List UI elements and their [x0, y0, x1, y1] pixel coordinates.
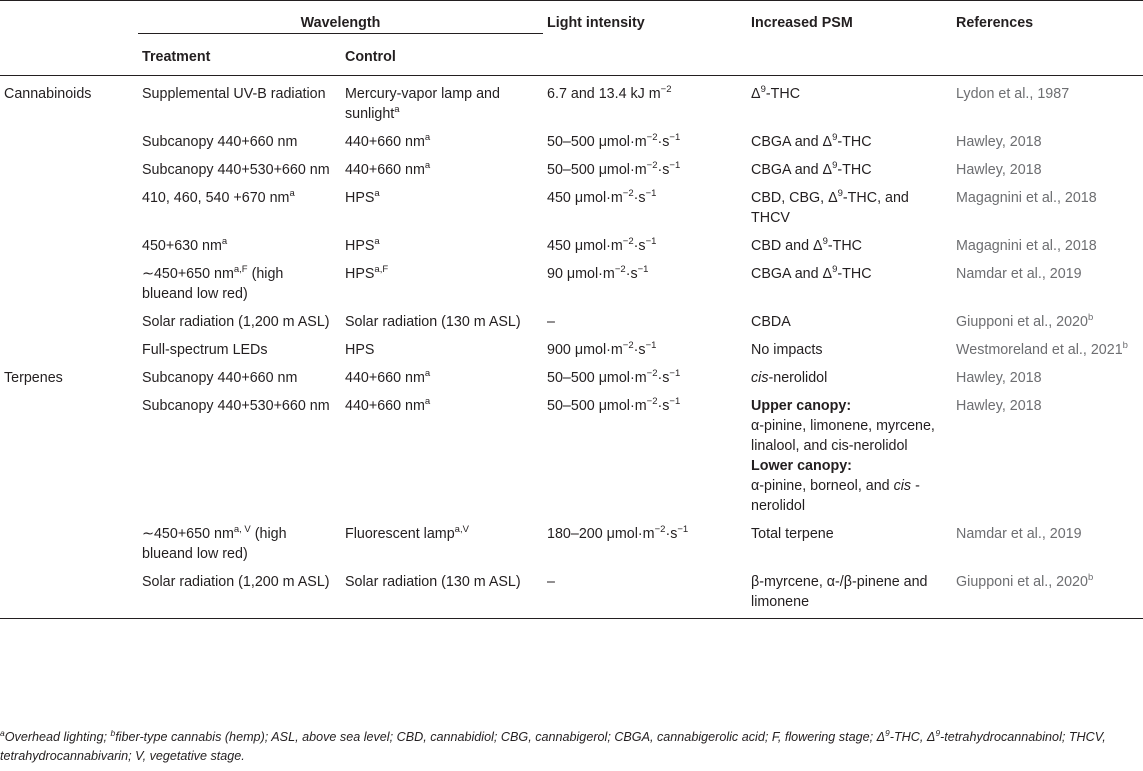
table-row — [0, 256, 1143, 304]
table-row — [0, 332, 1143, 360]
reference-cell — [952, 388, 1143, 516]
treatment-cell — [138, 152, 341, 180]
text-fragment: b — [110, 727, 116, 738]
text-fragment: −2 — [646, 396, 658, 408]
text-fragment: −2 — [622, 188, 634, 200]
light-intensity-cell — [543, 332, 747, 360]
text-fragment: 6.7 and 13.4 kJ m — [547, 86, 661, 102]
increased-psm-cell — [747, 516, 952, 564]
increased-psm-cell — [747, 332, 952, 360]
text-fragment: 9 — [837, 188, 843, 200]
table-row — [0, 76, 1143, 125]
control-cell — [341, 76, 543, 125]
text-fragment: 50–500 μmol·m — [547, 398, 647, 414]
text-fragment: β-myrcene, α-/β-pinene and limonene — [751, 574, 928, 610]
text-fragment: −1 — [645, 188, 657, 200]
text-fragment: cis — [751, 370, 769, 386]
text-fragment: −2 — [654, 524, 666, 536]
text-fragment: Solar radiation (1,200 m ASL) — [142, 314, 330, 330]
text-fragment: Subcanopy 440+530+660 nm — [142, 398, 330, 414]
text-fragment: ·s — [665, 526, 678, 542]
references-header: References — [952, 1, 1143, 76]
text-fragment: 50–500 μmol·m — [547, 162, 647, 178]
text-fragment: Hawley, 2018 — [956, 398, 1042, 414]
text-fragment: HPS — [345, 342, 375, 358]
text-fragment: a — [289, 188, 295, 200]
table-row — [0, 180, 1143, 228]
category-cell — [0, 228, 138, 256]
text-fragment: Hawley, 2018 — [956, 134, 1042, 150]
category-cell — [0, 388, 138, 516]
text-fragment: 50–500 μmol·m — [547, 370, 647, 386]
text-fragment: ·s — [633, 190, 646, 206]
text-fragment: 900 μmol·m — [547, 342, 623, 358]
table-row — [0, 124, 1143, 152]
text-fragment: -nerolidol — [751, 478, 920, 514]
text-fragment: CBD and Δ — [751, 238, 823, 254]
text-fragment: Giupponi et al., 2020 — [956, 574, 1088, 590]
increased-psm-cell — [747, 304, 952, 332]
control-cell — [341, 564, 543, 619]
reference-cell — [952, 360, 1143, 388]
text-fragment: -THC — [837, 266, 872, 282]
text-fragment: -tetrahydrocannabinol; THCV, tetrahydrocannabivarin; V, vegetative stage. — [0, 730, 1106, 763]
text-fragment: 450 μmol·m — [547, 238, 623, 254]
increased-psm-cell — [747, 388, 952, 516]
reference-cell — [952, 228, 1143, 256]
text-fragment: Mercury-vapor lamp and sunlight — [345, 86, 500, 122]
text-fragment: Full-spectrum LEDs — [142, 342, 268, 358]
text-fragment: −1 — [669, 132, 681, 144]
text-fragment: HPS — [345, 266, 375, 282]
text-fragment: 180–200 μmol·m — [547, 526, 655, 542]
text-fragment: a — [424, 396, 431, 408]
text-fragment: (high blueand low red) — [142, 526, 287, 562]
wavelength-header: Wavelength — [138, 1, 543, 34]
text-fragment: CBGA and Δ — [751, 266, 833, 282]
reference-cell — [952, 124, 1143, 152]
text-fragment: ·s — [657, 398, 670, 414]
text-fragment: α-pinine, limonene, myrcene, linalool, and cis-nerolidol — [751, 418, 935, 454]
text-fragment: Lower canopy: — [751, 458, 852, 474]
text-fragment: 9 — [885, 727, 890, 738]
control-cell — [341, 152, 543, 180]
text-fragment: CBD, CBG, Δ — [751, 190, 838, 206]
text-fragment: Hawley, 2018 — [956, 162, 1042, 178]
control-cell — [341, 228, 543, 256]
corner-header — [0, 1, 138, 76]
table-header — [0, 1, 1143, 76]
table-row — [0, 516, 1143, 564]
text-fragment: Lydon et al., 1987 — [956, 86, 1070, 102]
text-fragment: Solar radiation (1,200 m ASL) — [142, 574, 330, 590]
text-fragment: −1 — [669, 160, 681, 172]
reference-cell — [952, 516, 1143, 564]
reference-cell — [952, 564, 1143, 619]
reference-cell — [952, 76, 1143, 125]
text-fragment: Total terpene — [751, 526, 834, 542]
text-fragment: 9 — [832, 132, 838, 144]
treatment-header: Treatment — [138, 34, 341, 76]
text-fragment: 9 — [935, 727, 941, 738]
text-fragment: -nerolidol — [768, 370, 828, 386]
light-intensity-header: Light intensity — [543, 1, 747, 76]
text-fragment: CBDA — [751, 314, 791, 330]
light-intensity-cell — [543, 228, 747, 256]
light-intensity-cell — [543, 124, 747, 152]
text-fragment: -THC — [837, 162, 872, 178]
table-row — [0, 388, 1143, 516]
text-fragment: −2 — [646, 132, 658, 144]
control-cell — [341, 388, 543, 516]
text-fragment: Overhead lighting; — [4, 730, 111, 744]
text-fragment: Namdar et al., 2019 — [956, 526, 1082, 542]
text-fragment: 440+660 nm — [345, 134, 425, 150]
text-fragment: a — [374, 236, 380, 248]
light-intensity-cell — [543, 76, 747, 125]
reference-cell — [952, 332, 1143, 360]
control-cell — [341, 332, 543, 360]
text-fragment: cis — [893, 478, 912, 494]
text-fragment: -THC — [765, 86, 801, 102]
category-cell: Terpenes — [4, 370, 63, 386]
treatment-cell — [138, 228, 341, 256]
text-fragment: −2 — [614, 264, 626, 276]
text-fragment: ·s — [657, 162, 670, 178]
text-fragment: Solar radiation (130 m ASL) — [345, 314, 521, 330]
text-fragment: Namdar et al., 2019 — [956, 266, 1082, 282]
text-fragment: −2 — [646, 368, 658, 380]
reference-cell — [952, 152, 1143, 180]
text-fragment: ·s — [657, 134, 670, 150]
text-fragment: Subcanopy 440+660 nm — [142, 134, 298, 150]
treatment-cell — [138, 180, 341, 228]
light-intensity-cell — [543, 180, 747, 228]
control-cell — [341, 304, 543, 332]
control-cell — [341, 516, 543, 564]
text-fragment: Magagnini et al., 2018 — [956, 238, 1097, 254]
text-fragment: ∼450+650 nm — [142, 526, 234, 542]
treatment-cell — [138, 76, 341, 125]
category-cell — [0, 152, 138, 180]
text-fragment: −2 — [660, 84, 672, 96]
control-cell — [341, 180, 543, 228]
reference-cell — [952, 256, 1143, 304]
category-cell — [0, 180, 138, 228]
text-fragment: 450+630 nm — [142, 238, 222, 254]
text-fragment: ·s — [633, 238, 646, 254]
text-fragment: HPS — [345, 238, 375, 254]
increased-psm-cell — [747, 76, 952, 125]
text-fragment: −2 — [646, 160, 658, 172]
table-row — [0, 152, 1143, 180]
text-fragment: −1 — [669, 368, 681, 380]
treatment-cell — [138, 304, 341, 332]
text-fragment: −1 — [645, 236, 657, 248]
text-fragment: 50–500 μmol·m — [547, 134, 647, 150]
text-fragment: a — [424, 160, 431, 172]
category-cell — [0, 564, 138, 619]
text-fragment: a — [374, 188, 380, 200]
table-row — [0, 304, 1143, 332]
treatment-cell — [138, 516, 341, 564]
text-fragment: ·s — [625, 266, 638, 282]
text-fragment: fiber-type cannabis (hemp); ASL, above sea level; CBD, cannabidiol; CBG, cannabigerol; CBGA, cannabigerolic acid; F, flowering stage; Δ — [115, 730, 886, 744]
text-fragment: – — [547, 574, 555, 590]
text-fragment: −1 — [677, 524, 689, 536]
text-fragment: – — [547, 314, 555, 330]
text-fragment: 450 μmol·m — [547, 190, 623, 206]
text-fragment: a, V — [233, 524, 251, 536]
treatment-cell — [138, 564, 341, 619]
text-fragment: ∼450+650 nm — [142, 266, 234, 282]
text-fragment: HPS — [345, 190, 375, 206]
increased-psm-cell — [747, 124, 952, 152]
text-fragment: b — [1122, 340, 1128, 352]
control-cell — [341, 360, 543, 388]
light-intensity-cell — [543, 152, 747, 180]
text-fragment: a — [394, 104, 400, 116]
text-fragment: CBGA and Δ — [751, 134, 833, 150]
text-fragment: -THC, Δ — [889, 730, 936, 744]
control-header: Control — [341, 34, 543, 76]
category-cell — [0, 256, 138, 304]
treatment-cell — [138, 388, 341, 516]
text-fragment: Upper canopy: — [751, 398, 852, 414]
control-cell — [341, 256, 543, 304]
text-fragment: 410, 460, 540 +670 nm — [142, 190, 290, 206]
category-cell: Cannabinoids — [4, 86, 92, 102]
increased-psm-header: Increased PSM — [747, 1, 952, 76]
text-fragment: a — [424, 368, 431, 380]
text-fragment: −2 — [622, 236, 634, 248]
text-fragment: -THC, and THCV — [751, 190, 909, 226]
text-fragment: -THC — [827, 238, 863, 254]
text-fragment: −1 — [645, 340, 657, 352]
treatment-cell — [138, 360, 341, 388]
increased-psm-cell — [747, 152, 952, 180]
text-fragment: -THC — [837, 134, 872, 150]
text-fragment: Subcanopy 440+660 nm — [142, 370, 298, 386]
text-fragment: 9 — [832, 264, 838, 276]
text-fragment: a — [424, 132, 431, 144]
category-cell — [0, 304, 138, 332]
text-fragment: 90 μmol·m — [547, 266, 615, 282]
text-fragment: Westmoreland et al., 2021 — [956, 342, 1123, 358]
text-fragment: No impacts — [751, 342, 823, 358]
text-fragment: −1 — [637, 264, 649, 276]
light-intensity-cell — [543, 388, 747, 516]
text-fragment: 440+660 nm — [345, 370, 425, 386]
control-cell — [341, 124, 543, 152]
text-fragment: ·s — [657, 370, 670, 386]
text-fragment: −2 — [622, 340, 634, 352]
light-intensity-cell — [543, 564, 747, 619]
treatment-cell — [138, 124, 341, 152]
text-fragment: a — [221, 236, 228, 248]
increased-psm-cell — [747, 360, 952, 388]
text-fragment: 440+660 nm — [345, 162, 425, 178]
treatment-cell — [138, 256, 341, 304]
light-intensity-cell — [543, 256, 747, 304]
text-fragment: a,V — [454, 524, 469, 536]
text-fragment: Fluorescent lamp — [345, 526, 455, 542]
reference-cell — [952, 304, 1143, 332]
light-intensity-cell — [543, 304, 747, 332]
text-fragment: 9 — [760, 84, 766, 96]
increased-psm-cell — [747, 228, 952, 256]
light-intensity-cell — [543, 360, 747, 388]
text-fragment: Δ — [751, 86, 761, 102]
category-cell — [0, 124, 138, 152]
increased-psm-cell — [747, 180, 952, 228]
light-intensity-cell — [543, 516, 747, 564]
text-fragment: Hawley, 2018 — [956, 370, 1042, 386]
text-fragment: 9 — [822, 236, 828, 248]
increased-psm-cell — [747, 256, 952, 304]
text-fragment: Solar radiation (130 m ASL) — [345, 574, 521, 590]
table-body — [0, 76, 1143, 619]
text-fragment: 440+660 nm — [345, 398, 425, 414]
text-fragment: ·s — [633, 342, 646, 358]
text-fragment: Magagnini et al., 2018 — [956, 190, 1097, 206]
text-fragment: (high blueand low red) — [142, 266, 284, 302]
reference-cell — [952, 180, 1143, 228]
text-fragment: α-pinine, borneol, and — [751, 478, 894, 494]
text-fragment: b — [1087, 572, 1094, 584]
text-fragment: a,F — [374, 264, 389, 276]
text-fragment: CBGA and Δ — [751, 162, 833, 178]
text-fragment: Supplemental UV-B radiation — [142, 86, 326, 102]
table-row — [0, 360, 1143, 388]
text-fragment: Subcanopy 440+530+660 nm — [142, 162, 330, 178]
treatment-cell — [138, 332, 341, 360]
table-footnote — [0, 728, 1140, 766]
table-row — [0, 228, 1143, 256]
category-cell — [0, 332, 138, 360]
text-fragment: a,F — [233, 264, 248, 276]
table-row — [0, 564, 1143, 619]
text-fragment: Giupponi et al., 2020 — [956, 314, 1088, 330]
text-fragment: b — [1087, 312, 1094, 324]
text-fragment: 9 — [832, 160, 838, 172]
text-fragment: a — [0, 727, 5, 738]
increased-psm-cell — [747, 564, 952, 619]
category-cell — [0, 516, 138, 564]
text-fragment: −1 — [669, 396, 681, 408]
